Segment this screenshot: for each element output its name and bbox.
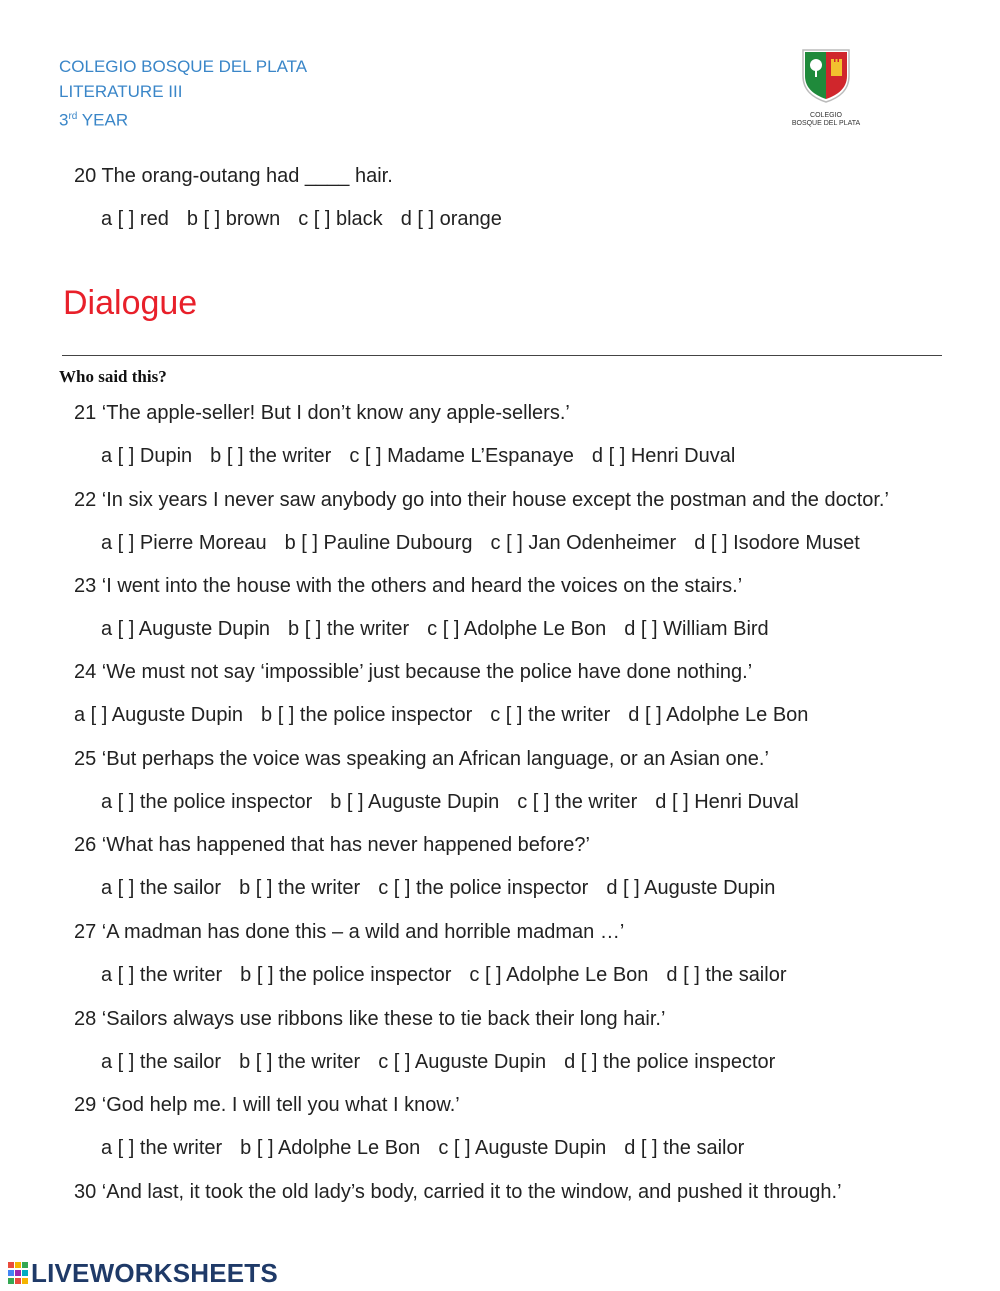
option-c[interactable]: c [ ] Adolphe Le Bon [469,964,649,986]
option-a[interactable]: a [ ] the sailor [101,877,222,899]
section-title: Dialogue [63,284,198,322]
options-27 [101,964,786,987]
option-c[interactable]: c [ ] the writer [517,791,638,813]
options-23 [101,618,769,641]
option-b[interactable]: b [ ] the police inspector [240,964,452,986]
options-24 [74,704,808,727]
option-d[interactable]: d [ ] the sailor [666,964,787,986]
option-d[interactable]: d [ ] Auguste Dupin [606,877,776,899]
question-20: 20 The orang-outang had ____ hair. [74,165,393,187]
question-24: 24 ‘We must not say ‘impossible’ just because the police have done nothing.’ [74,661,753,683]
question-28: 28 ‘Sailors always use ribbons like these to tie back their long hair.’ [74,1008,666,1030]
option-b[interactable]: b [ ] the writer [288,618,410,640]
school-name: COLEGIO BOSQUE DEL PLATA [59,57,308,76]
option-b[interactable]: b [ ] brown [186,208,281,230]
option-a[interactable]: a [ ] the police inspector [101,791,313,813]
option-d[interactable]: d [ ] orange [400,208,502,230]
question-23: 23 ‘I went into the house with the others and heard the voices on the stairs.’ [74,575,743,597]
school-logo [790,48,862,128]
question-27: 27 ‘A madman has done this – a wild and horrible madman …’ [74,921,625,943]
option-b[interactable]: b [ ] Adolphe Le Bon [240,1137,421,1159]
option-b[interactable]: b [ ] the writer [210,445,332,467]
option-c[interactable]: c [ ] Madame L’Espanaye [349,445,574,467]
option-c[interactable]: c [ ] Adolphe Le Bon [427,618,607,640]
options-20 [101,208,502,231]
option-c[interactable]: c [ ] the police inspector [378,877,589,899]
option-b[interactable]: b [ ] the writer [239,1051,361,1073]
school-header [59,54,307,133]
course-name: LITERATURE III [59,82,183,101]
question-21: 21 ‘The apple-seller! But I don’t know any apple-sellers.’ [74,402,570,424]
option-d[interactable]: d [ ] the sailor [624,1137,745,1159]
logo-caption-line2: BOSQUE DEL PLATA [791,120,861,127]
options-22 [101,532,860,555]
liveworksheets-icon [8,1262,28,1284]
option-d[interactable]: d [ ] Henri Duval [591,445,736,467]
option-d[interactable]: d [ ] Henri Duval [655,791,799,813]
option-b[interactable]: b [ ] Pauline Dubourg [284,532,473,554]
option-c[interactable]: c [ ] Jan Odenheimer [490,532,677,554]
school-year: 3rd YEAR [59,110,129,130]
question-26: 26 ‘What has happened that has never happened before?’ [74,834,590,856]
question-30: 30 ‘And last, it took the old lady’s body, carried it to the window, and pushed it through.’ [74,1181,842,1203]
option-a[interactable]: a [ ] the writer [101,964,223,986]
option-a[interactable]: a [ ] the writer [101,1137,223,1159]
option-c[interactable]: c [ ] black [298,208,383,230]
option-a[interactable]: a [ ] Dupin [101,445,193,467]
brand-name: LIVEWORKSHEETS [31,1257,278,1288]
logo-caption-line1: COLEGIO [810,112,842,119]
options-26 [101,877,775,900]
option-a[interactable]: a [ ] the sailor [101,1051,222,1073]
option-a[interactable]: a [ ] red [101,208,169,230]
option-b[interactable]: b [ ] the police inspector [261,704,473,726]
option-d[interactable]: d [ ] the police inspector [564,1051,776,1073]
instruction: Who said this? [59,367,167,386]
option-c[interactable]: c [ ] the writer [490,704,611,726]
option-c[interactable]: c [ ] Auguste Dupin [438,1137,607,1159]
option-a[interactable]: a [ ] Auguste Dupin [74,704,244,726]
question-22: 22 ‘In six years I never saw anybody go into their house except the postman and the doctor.’ [74,489,889,511]
option-d[interactable]: d [ ] Adolphe Le Bon [628,704,809,726]
options-25 [101,791,799,814]
option-a[interactable]: a [ ] Auguste Dupin [101,618,271,640]
options-21 [101,445,735,468]
options-29 [101,1137,744,1160]
option-b[interactable]: b [ ] Auguste Dupin [330,791,500,813]
option-b[interactable]: b [ ] the writer [239,877,361,899]
liveworksheets-logo[interactable] [8,1258,278,1288]
school-crest-icon [801,48,851,104]
option-d[interactable]: d [ ] Isodore Muset [694,532,860,554]
option-d[interactable]: d [ ] William Bird [624,618,769,640]
options-28 [101,1051,775,1074]
section-divider [62,355,942,356]
option-a[interactable]: a [ ] Pierre Moreau [101,532,267,554]
option-c[interactable]: c [ ] Auguste Dupin [378,1051,547,1073]
question-29: 29 ‘God help me. I will tell you what I know.’ [74,1094,460,1116]
question-25: 25 ‘But perhaps the voice was speaking an African language, or an Asian one.’ [74,748,769,770]
